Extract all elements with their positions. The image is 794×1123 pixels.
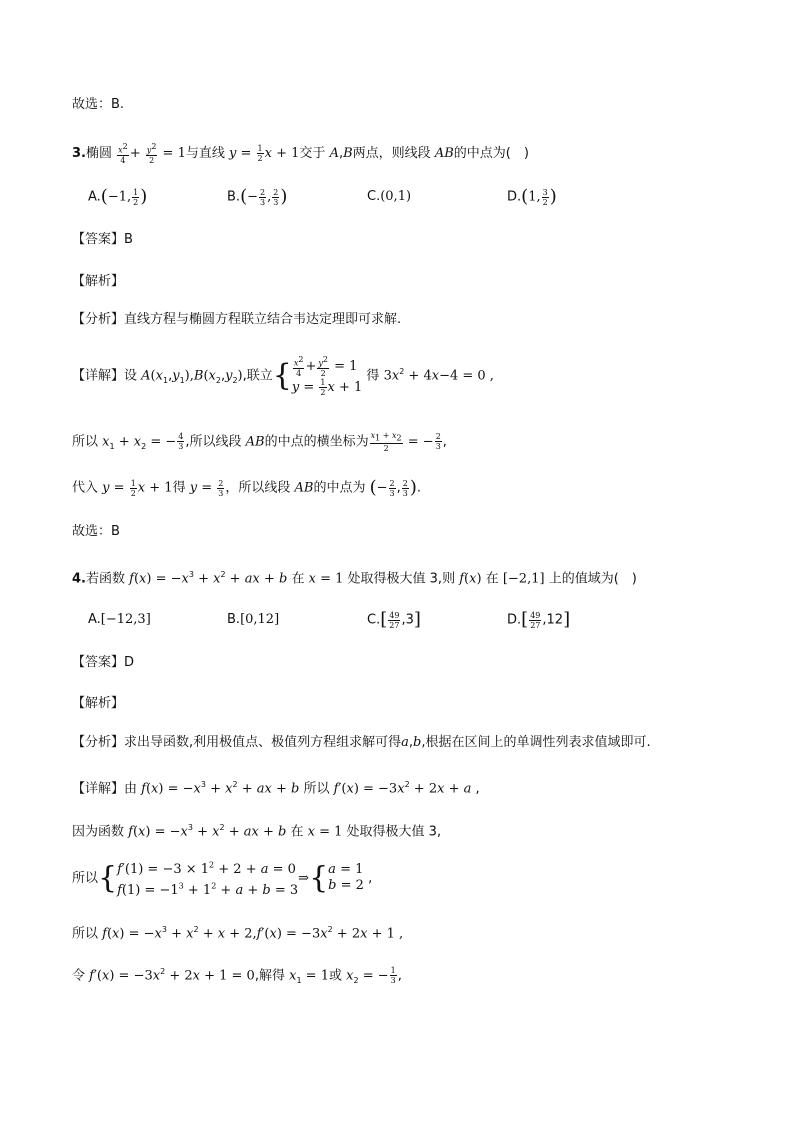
option-a: A.(−1, $\frac{1}{2}$ ) xyxy=(88,186,148,207)
answer-4: 【答案】D xyxy=(72,655,135,670)
fenxi-3: 【分析】直线方程与椭圆方程联立结合韦达定理即可求解. xyxy=(72,312,402,327)
question-4: 4.若函数 $f(x) = -x^3 + x^2$ + ax + b 在 x = 1 处取得极大值 3,则 f(x) 在 [−2,1] 上的值域为( ) xyxy=(72,570,637,587)
guxuan-3: 故选：B xyxy=(72,524,120,539)
fenxi-4: 【分析】求出导函数,利用极值点、极值列方程组求解可得a,b,根据在区间上的单调性列表求值域即可. xyxy=(72,735,651,750)
option-d: D.(1, $\frac{3}{2}$ ) xyxy=(507,186,557,207)
xiangjie-3: 【详解】设 $A(x_1,y_1),B(x_2,y_2)$,联立{ $\frac{x^2}{4}$ + $\frac{y^2}{2}$ = 1 y = $\frac{1}{2}$ x + 1 得 $3x^2 + 4x-4 = 0$ , xyxy=(72,355,494,397)
option-c-4: C.[ $\frac{49}{27}$ ,3] xyxy=(367,609,421,630)
option-b: B.(− $\frac{2}{3}$ , $\frac{2}{3}$ ) xyxy=(227,186,288,207)
jiexi-3: 【解析】 xyxy=(72,274,125,289)
suoyi3-4: 所以 $f(x) = -x^3 + x^2 + x + 2,f'(x) = -3x^2 + 2x + 1$ , xyxy=(72,925,404,942)
yinwei-4: 因为函数 $f(x) = -x^3 + x^2$ + ax + b 在 x = 1 处取得极大值 3, xyxy=(72,823,442,840)
option-a-4: A.[−12,3] xyxy=(88,612,151,627)
ling-4: 令 $f'(x) = -3x^2 + 2x + 1 = 0$,解得 $x_1 = 1$或 $x_2$ = − $\frac{1}{3}$ , xyxy=(72,966,402,986)
dairu-3: 代入 y = $\frac{1}{2}$ x + 1得 y = $\frac{2}{3}$ ，所以线段 AB的中点为 (− $\frac{2}{3}$ , $\frac{2}{3}$ ). xyxy=(72,477,422,498)
answer-3: 【答案】B xyxy=(72,232,133,247)
option-d-4: D.[ $\frac{49}{27}$ ,12] xyxy=(507,609,571,630)
question-3: 3.椭圆 $\frac{x^2}{4}$ + $\frac{y^2}{2}$ = 1与直线 y = $\frac{1}{2}$ x + 1交于 A,B两点，则线段 AB的中点为( ) xyxy=(72,142,529,165)
option-c: C.(0,1) xyxy=(367,189,412,204)
question-number: 3. xyxy=(72,145,86,161)
question-text: 椭圆 xyxy=(85,145,112,161)
suoyi-3: 所以 $x_1 + x_2$ = − $\frac{4}{3}$ ,所以线段 AB的中点的横坐标为 $\frac{x_1 + x_2}{2}$ = − $\frac{2}{3}$ , xyxy=(72,431,447,453)
xiangjie-4: 【详解】由 $f(x) = -x^3 + x^2$ + ax + b 所以 $f'(x) = -3x^2 + 2x + a$ , xyxy=(72,780,480,797)
jiexi-4: 【解析】 xyxy=(72,696,125,711)
prev-answer-line: 故选：B. xyxy=(72,97,125,112)
option-b-4: B.[0,12] xyxy=(227,612,280,627)
system-4: 所以{$f'(1) = -3 \times 1^2 + 2 + a = 0$ $f(1) = -1^3 + 1^2 + a + b$ = 3⇒{a = 1 b = 2 , xyxy=(72,860,373,898)
